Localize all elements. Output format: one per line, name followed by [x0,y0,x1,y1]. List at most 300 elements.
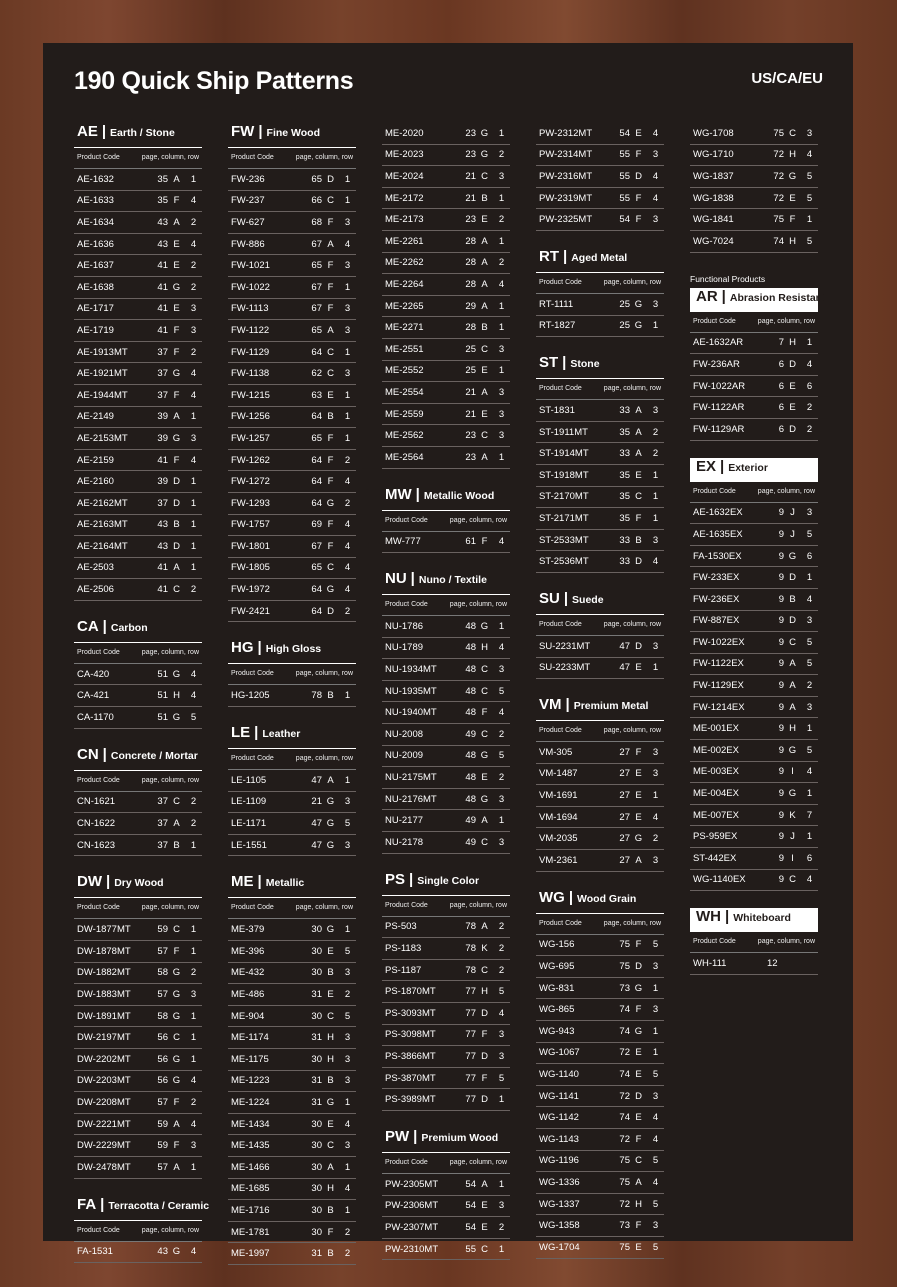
page-number: 75 [619,961,630,973]
table-row [536,508,664,530]
table-row [228,558,356,580]
product-code: AE-1944MT [77,389,128,401]
section-header [74,123,202,148]
section-ae [74,123,202,601]
page-number: 6 [778,423,784,435]
product-code: FW-1129EX [693,680,744,692]
product-code: FW-2421 [231,605,270,617]
page-number: 41 [157,281,168,293]
product-code: ME-1997 [231,1248,270,1260]
product-code: ME-904 [231,1010,265,1022]
row-number: 2 [806,680,813,692]
table-row [536,956,664,978]
product-code: NU-2178 [385,836,424,848]
page-number: 47 [311,818,322,830]
row-number: 6 [806,550,813,562]
page-number: 25 [619,320,630,332]
product-code-header: Product Code [77,776,120,784]
table-row [382,1068,510,1090]
product-code: WG-1708 [693,127,734,139]
column-header-row [228,898,356,919]
table-row [228,320,356,342]
page-number: 48 [465,772,476,784]
location-header: page, column, row [141,776,199,784]
page-number: 39 [157,411,168,423]
column-letter: G [172,711,181,723]
page-number: 41 [157,562,168,574]
column-letter: J [790,507,795,519]
column-letter: F [481,1029,488,1041]
column-letter: A [327,324,334,336]
page-number: 56 [157,1032,168,1044]
column-letter: G [788,550,797,562]
product-code: HG-1205 [231,690,270,702]
product-code: FW-1122EX [693,658,744,670]
page-number: 25 [465,365,476,377]
page-number: 35 [157,173,168,185]
section-header [536,248,664,273]
column-letter: E [635,662,642,674]
section-name: Terracotta / Ceramic [108,1199,210,1212]
column-letter: D [635,556,642,568]
section-name: Concrete / Mortar [110,749,198,762]
row-number: 5 [344,1010,351,1022]
table-row [74,320,202,342]
page-number: 55 [465,1243,476,1255]
column-letter: A [789,680,796,692]
table-row [536,935,664,957]
product-code: DW-2208MT [77,1096,131,1108]
page-number: 23 [465,214,476,226]
row-number: 1 [806,723,813,735]
column-letter: F [635,1004,642,1016]
table-row [382,1046,510,1068]
table-row [536,465,664,487]
row-number: 3 [806,507,813,519]
row-number: 2 [190,281,197,293]
row-number: 2 [652,426,659,438]
column-letter: G [634,833,643,845]
page-number: 31 [311,989,322,1001]
row-number: 1 [806,788,813,800]
row-number: 3 [344,324,351,336]
section-mw [382,486,510,554]
column-letter: G [172,368,181,380]
table-row [74,1049,202,1071]
page-number: 43 [157,238,168,250]
table-row [74,835,202,857]
table-row [228,536,356,558]
section-header [74,746,202,771]
table-row [74,558,202,580]
product-code: DW-1878MT [77,945,131,957]
product-code: DW-1877MT [77,924,131,936]
page-number: 49 [465,815,476,827]
column-letter: F [327,540,334,552]
page-number: 48 [465,620,476,632]
table-row [228,299,356,321]
row-number: 1 [344,411,351,423]
table-row [690,675,818,697]
page-number: 9 [778,593,784,605]
table-row [74,1242,202,1264]
page-number: 28 [465,235,476,247]
row-number: 4 [806,874,813,886]
section-header [382,1128,510,1153]
page-number: 65 [311,432,322,444]
row-number: 3 [806,615,813,627]
row-number: 3 [190,989,197,1001]
section-code: ST [539,354,559,372]
column-letter: A [635,448,642,460]
row-number: 1 [190,839,197,851]
table-row [536,1064,664,1086]
product-code: ME-2552 [385,365,424,377]
row-number: 1 [652,512,659,524]
column-letter: D [635,961,642,973]
table-row [690,632,818,654]
page-number: 77 [465,1029,476,1041]
table-row [690,231,818,253]
column-letter: C [327,368,334,380]
column-letter: H [789,149,796,161]
product-code: ME-001EX [693,723,739,735]
product-code: FW-1214EX [693,701,745,713]
row-number: 4 [190,1246,197,1258]
column-letter: H [789,235,796,247]
page-number: 9 [778,744,784,756]
row-number: 3 [498,836,505,848]
table-row [382,425,510,447]
row-number: 3 [344,839,351,851]
row-number: 1 [344,346,351,358]
page-number: 77 [465,1050,476,1062]
table-row [382,638,510,660]
table-row [690,567,818,589]
product-code: ME-396 [231,945,265,957]
row-number: 5 [498,986,505,998]
column-letter: A [635,854,642,866]
location-header: page, column, row [757,938,815,946]
row-number: 4 [344,562,351,574]
section-header [690,908,818,932]
column-header-row [536,273,664,294]
column-letter: F [327,303,334,315]
product-code: WG-865 [539,1004,575,1016]
page-number: 57 [157,989,168,1001]
page-number: 57 [157,1096,168,1108]
row-number: 5 [652,939,659,951]
column-letter: A [635,426,642,438]
row-number: 1 [652,320,659,332]
table-row [228,1114,356,1136]
row-number: 3 [498,1200,505,1212]
product-code: DW-2478MT [77,1161,131,1173]
column-letter: F [481,707,488,719]
page-number: 9 [778,831,784,843]
column-letter: J [790,831,795,843]
table-row [228,255,356,277]
row-number: 3 [652,961,659,973]
product-code: PS-1183 [385,943,422,955]
table-row [536,188,664,210]
page-number: 49 [465,728,476,740]
page-number: 64 [311,605,322,617]
column-letter: F [173,945,180,957]
table-row [536,209,664,231]
page-number: 41 [157,454,168,466]
section-ar [690,287,826,441]
section-name: Metallic [265,877,305,890]
column-letter: G [172,1075,181,1087]
row-number: 2 [190,818,197,830]
section-header [382,570,510,595]
column-letter: F [481,536,488,548]
page-number: 9 [778,550,784,562]
location-header: page, column, row [449,516,507,524]
column-letter: F [173,389,180,401]
column-letter: A [173,1118,180,1130]
page-number: 37 [157,818,168,830]
page-number: 30 [311,1118,322,1130]
column-header-row [74,643,202,664]
page-number: 35 [619,469,630,481]
table-row [536,487,664,509]
column-letter: B [327,690,334,702]
column-letter: G [480,149,489,161]
product-code: FW-1801 [231,540,270,552]
table-row [228,1027,356,1049]
page-number: 69 [311,519,322,531]
column-letter: E [635,127,642,139]
product-code: PW-2312MT [539,127,593,139]
row-number: 3 [498,408,505,420]
row-number: 3 [652,1004,659,1016]
table-row [382,1025,510,1047]
section-name: Single Color [417,874,480,887]
page-number: 72 [619,1047,630,1059]
column-header-row [690,482,818,503]
page-number: 59 [157,924,168,936]
row-number: 2 [806,423,813,435]
table-row [382,1217,510,1239]
column-letter: B [789,593,796,605]
section-le [228,724,356,856]
section-ps [382,871,510,1111]
page-number: 74 [619,1025,630,1037]
product-code: ME-2554 [385,386,424,398]
page-number: 9 [778,701,784,713]
location-header: page, column, row [295,755,353,763]
location-header: page, column, row [449,1158,507,1166]
column-letter: C [327,346,334,358]
row-number: 1 [344,1096,351,1108]
column-header-row [228,664,356,685]
row-number: 5 [652,1155,659,1167]
table-row [690,145,818,167]
row-number: 2 [498,921,505,933]
column-letter: A [173,411,180,423]
table-row [382,917,510,939]
location-header: page, column, row [295,904,353,912]
column-letter: E [635,811,642,823]
column-letter: C [481,664,488,676]
row-number: 4 [652,170,659,182]
product-code: WG-1336 [539,1176,580,1188]
column-letter: E [173,238,180,250]
page-number: 21 [465,170,476,182]
table-row [690,740,818,762]
row-number: 5 [190,711,197,723]
column-letter: D [173,497,180,509]
page-number: 35 [157,195,168,207]
page-number: 35 [619,512,630,524]
section-header [74,618,202,643]
table-row [536,764,664,786]
section-pw-cont [536,123,664,231]
column-letter: E [173,303,180,315]
table-row [536,123,664,145]
page-number: 9 [778,809,784,821]
row-number: 3 [652,640,659,652]
column-letter: D [327,605,334,617]
page-number: 35 [619,426,630,438]
product-code: WG-156 [539,939,575,951]
row-number: 1 [652,982,659,994]
table-row [74,1135,202,1157]
page-number: 65 [311,562,322,574]
page-number: 64 [311,411,322,423]
row-number: 1 [190,1053,197,1065]
column-letter: E [327,389,334,401]
table-row [74,1006,202,1028]
product-code: ME-1685 [231,1183,270,1195]
column-letter: C [327,562,334,574]
page-number: 48 [465,793,476,805]
table-row [228,212,356,234]
page-number: 64 [311,454,322,466]
table-row [228,601,356,623]
column-letter: D [789,423,796,435]
row-number: 1 [652,491,659,503]
column-letter: C [481,728,488,740]
product-code: ME-379 [231,924,265,936]
location-header: page, column, row [449,601,507,609]
product-code: WG-1143 [539,1133,579,1145]
product-code: PS-1187 [385,964,422,976]
row-number: 4 [806,766,813,778]
table-row [228,963,356,985]
section-divider: | [258,123,263,140]
section-header [536,889,664,914]
page-number: 77 [465,986,476,998]
table-row [228,984,356,1006]
column-letter: E [173,260,180,272]
table-row [382,702,510,724]
column-letter: G [172,1246,181,1258]
column-letter: C [481,343,488,355]
row-number: 1 [652,790,659,802]
row-number: 2 [190,796,197,808]
page-number: 41 [157,303,168,315]
product-code-header: Product Code [385,516,428,524]
column-letter: F [327,260,334,272]
page-number: 6 [778,358,784,370]
column-letter: C [327,1140,334,1152]
table-row [536,828,664,850]
page-number: 67 [311,238,322,250]
product-code-header: Product Code [539,727,582,735]
product-code: VM-1487 [539,768,578,780]
product-code-header: Product Code [77,154,120,161]
table-row [74,579,202,601]
table-row [228,363,356,385]
column-letter: E [635,1112,642,1124]
row-number: 1 [652,469,659,481]
product-code: WG-1837 [693,170,734,182]
page-number: 57 [157,945,168,957]
row-number: 4 [652,811,659,823]
product-code: ST-442EX [693,852,737,864]
product-code: NU-1940MT [385,707,437,719]
product-code: FW-627 [231,216,265,228]
product-code: CA-420 [77,668,110,680]
row-number: 5 [498,1072,505,1084]
row-number: 4 [498,1007,505,1019]
column-letter: A [481,451,488,463]
row-number: 2 [498,964,505,976]
table-row [690,354,818,376]
table-row [74,1157,202,1179]
page-number: 72 [619,1133,630,1145]
page-number: 74 [773,235,784,247]
table-row [74,1114,202,1136]
page-number: 65 [311,173,322,185]
page-number: 33 [619,556,630,568]
page-number: 9 [778,507,784,519]
page-number: 74 [619,1112,630,1124]
row-number: 1 [190,476,197,488]
product-code: FW-1257 [231,432,270,444]
product-code: CA-1170 [77,711,114,723]
row-number: 3 [344,967,351,979]
column-letter: F [173,195,180,207]
product-code: AE-1632AR [693,337,744,349]
table-row [690,166,818,188]
product-code: AE-1638 [77,281,114,293]
column-letter: C [173,584,180,596]
row-number: 4 [190,1118,197,1130]
column-letter: A [481,278,488,290]
section-code: ME [231,873,254,891]
table-row [228,792,356,814]
section-nu [382,570,510,854]
table-row [382,1089,510,1111]
column-header-row [74,1221,202,1242]
column-letter: G [634,320,643,332]
page-number: 61 [465,536,476,548]
section-code: CN [77,745,99,763]
product-code: ME-003EX [693,766,739,778]
row-number: 1 [498,451,505,463]
row-number: 4 [344,1118,351,1130]
row-number: 3 [344,303,351,315]
section-code: HG [231,639,254,657]
product-code: ME-2562 [385,430,424,442]
section-name: Nuno / Textile [418,574,487,587]
row-number: 1 [498,1243,505,1255]
column-letter: C [635,1155,642,1167]
